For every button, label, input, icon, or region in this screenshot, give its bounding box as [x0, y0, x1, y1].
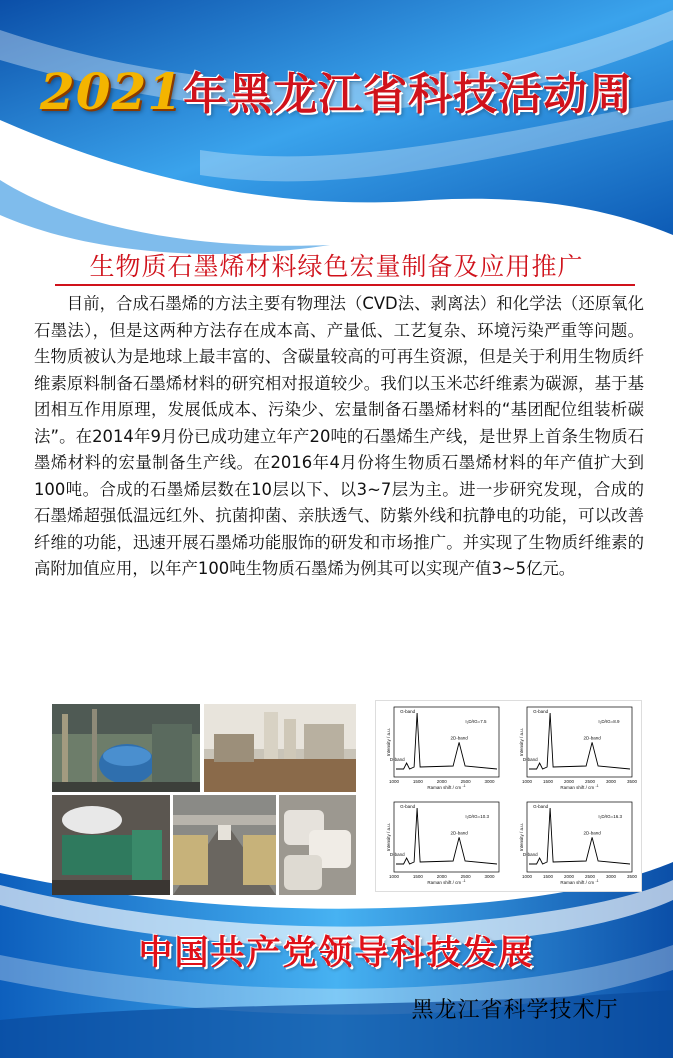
- y-axis-label: Intensity / a.u.: [519, 727, 524, 757]
- organization-name: 黑龙江省科学技术厅: [411, 998, 619, 1023]
- x-tick-label: 1500: [542, 779, 554, 784]
- x-tick-label: 1000: [388, 779, 400, 784]
- intensity-ratio-label: I₂D/IG=16.3: [598, 814, 623, 819]
- y-axis-label: Intensity / a.u.: [386, 727, 391, 757]
- x-tick-label: 2000: [436, 779, 447, 784]
- x-tick-label: 1500: [412, 779, 423, 784]
- x-tick-label: 3000: [484, 779, 495, 784]
- x-tick-label: 1000: [388, 874, 400, 879]
- x-tick-label: 2000: [563, 779, 575, 784]
- g-band-label: G-band: [533, 804, 549, 809]
- x-tick-label: 3500: [626, 874, 638, 879]
- photo-production-line: [173, 795, 276, 895]
- x-tick-label: 2500: [460, 779, 471, 784]
- two-d-band-label: 2D-band: [583, 830, 601, 836]
- g-band-label: G-band: [400, 804, 416, 809]
- x-tick-label: 3000: [605, 779, 617, 784]
- d-band-label: D-band: [389, 852, 405, 857]
- x-tick-label: 2000: [436, 874, 447, 879]
- event-banner-title: [0, 58, 673, 122]
- g-band-label: G-band: [533, 709, 549, 714]
- two-d-band-label: 2D-band: [450, 830, 468, 836]
- x-tick-label: 2500: [584, 779, 596, 784]
- y-axis-label: Intensity / a.u.: [386, 822, 391, 852]
- x-tick-label: 1500: [542, 874, 554, 879]
- x-tick-label: 1000: [521, 874, 533, 879]
- article-body: 目前，合成石墨烯的方法主要有物理法（CVD法、剥离法）和化学法（还原氧化石墨法），但是这两种方法存在成本高、产量低、工艺复杂、环境污染严重等问题。生物质被认为是地球上最丰富的、含碳量较高的可再生资源，但是关于利用生物质纤维素原料制备石墨烯材料的研究相对报道较少。我们以玉米芯纤维素为碳源，基于基团相互作用原理，发展低成本、污染少、宏量制备石墨烯材料的“基团配位组装析碳法”。在2014年9月份已成功建立年产20吨的石墨烯生产线，是世界上首条生物质石墨烯材料的宏量制备生产线。在2016年4月份将生物质石墨烯材料的年产值扩大到100吨。合成的石墨烯层数在10层以下、以3~7层为主。进一步研究发现，合成的石墨烯超强低温远红外、抗菌抑菌、亲肤透气、防紫外线和抗静电的功能，可以改善纤维的功能，迅速开展石墨烯功能服饰的研发和市场推广。并实现了生物质纤维素的高附加值应用，以年产100吨生物质石墨烯为例其可以实现产值3~5亿元。: [34, 294, 644, 578]
- y-axis-label: Intensity / a.u.: [519, 822, 524, 852]
- intensity-ratio-label: I₂D/IG=10.3: [465, 814, 490, 819]
- x-tick-label: 2500: [460, 874, 471, 879]
- two-d-band-label: 2D-band: [583, 735, 601, 741]
- banner-title-text: 年黑龙江省科技活动周: [183, 69, 634, 120]
- d-band-label: D-band: [389, 757, 405, 762]
- article-title: 生物质石墨烯材料绿色宏量制备及应用推广: [89, 252, 584, 281]
- raman-spectra-figure: [375, 700, 642, 892]
- two-d-band-label: 2D-band: [450, 735, 468, 741]
- banner-year: 2021: [39, 62, 184, 121]
- x-tick-label: 3000: [484, 874, 495, 879]
- x-tick-label: 3000: [605, 874, 617, 879]
- g-band-label: G-band: [400, 709, 416, 714]
- x-tick-label: 1000: [521, 779, 533, 784]
- x-axis-label: Raman shift / cm $^{-1}$: [560, 879, 599, 885]
- photo-reactor-plant: [52, 704, 200, 792]
- x-tick-label: 3500: [626, 779, 638, 784]
- x-axis-label: Raman shift / cm $^{-1}$: [427, 879, 466, 885]
- photo-mixing-machine: [52, 795, 170, 895]
- x-tick-label: 2500: [584, 874, 596, 879]
- d-band-label: D-band: [522, 852, 538, 857]
- intensity-ratio-label: I₂D/IG=7.5: [465, 719, 487, 724]
- x-axis-label: Raman shift / cm $^{-1}$: [560, 784, 599, 790]
- title-underline: [55, 284, 635, 286]
- x-tick-label: 1500: [412, 874, 423, 879]
- footer-slogan: 中国共产党领导科技发展: [138, 933, 535, 973]
- d-band-label: D-band: [522, 757, 538, 762]
- x-tick-label: 2000: [563, 874, 575, 879]
- intensity-ratio-label: I₂D/IG=8.9: [598, 719, 620, 724]
- x-axis-label: Raman shift / cm $^{-1}$: [427, 784, 466, 790]
- photo-product-bags: [279, 795, 356, 895]
- photo-factory-exterior: [204, 704, 356, 792]
